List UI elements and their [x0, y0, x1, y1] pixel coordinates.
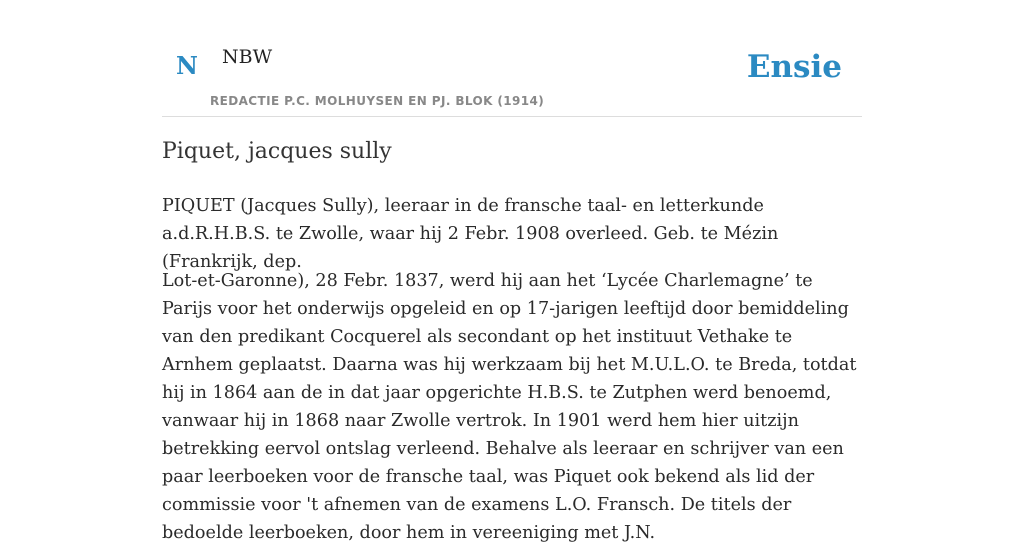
- source-header: [162, 0, 862, 117]
- article-paragraph: PIQUET (Jacques Sully), leeraar in de fransche taal- en letterkunde a.d.R.H.B.S. te Zwolle, waar hij 2 Febr. 1908 overleed. Geb. te Mézin (Frankrijk, dep.: [162, 196, 779, 272]
- source-subtitle: REDACTIE P.C. MOLHUYSEN EN PJ. BLOK (1914): [210, 94, 545, 108]
- source-logo[interactable]: N: [176, 51, 198, 80]
- article-title: Piquet, jacques sully: [162, 139, 392, 164]
- ensie-logo[interactable]: Ensie: [746, 49, 842, 85]
- source-name-link[interactable]: NBW: [222, 46, 273, 68]
- article-paragraph: Lot-et-Garonne), 28 Febr. 1837, werd hij aan het ‘Lycée Charlemagne’ te Parijs voor het onderwijs opgeleid en op 17-jarigen leeftijd door bemiddeling van den predikant Cocquerel als secondant op het instituut Vethake te Arnhem geplaatst. Daarna was hij werkzaam bij het M.U.L.O. te Breda, totdat hij in 1864 aan de in dat jaar opgerichte H.B.S. te Zutphen werd benoemd, vanwaar hij in 1868 naar Zwolle vertrok. In 1901 werd hem hier uitzijn betrekking eervol ontslag verleend. Behalve als leeraar en schrijver van een paar leerboeken voor de fransche taal, was Piquet ook bekend als lid der commissie voor 't afnemen van de examens L.O. Fransch. De titels der bedoelde leerboeken, door hem in vereeniging met J.N.: [162, 271, 857, 543]
